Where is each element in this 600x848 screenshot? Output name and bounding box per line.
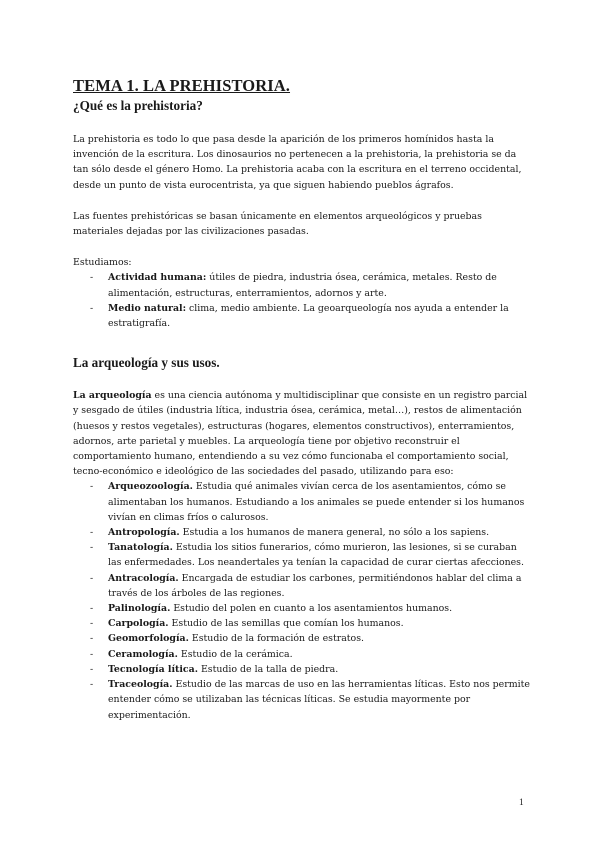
list-item-text: Estudio de la talla de piedra. (197, 663, 339, 675)
bullet-dash: - (90, 302, 94, 314)
paragraph-sources: Las fuentes prehistóricas se basan únicamente en elementos arqueológicos y pruebas materiales dejadas por las civilizaciones pasadas. (73, 210, 482, 238)
list-item (73, 479, 531, 525)
paragraph-text: es una ciencia autónoma y multidisciplinar que consiste en un registro parcial y sesgado de útiles (industria lítica, industria ósea, cerámica, metal…), restos de alimentación (huesos y restos vegetales), estructuras (hogares, elementos constructivos), enterramientos, adornos, arte parietal y muebles. La arqueología tiene por objetivo reconstruir el comportamiento humano, entendiendo a su vez cómo funcionaba el comportamiento social, tecno-económico e ideológico de las sociedades del pasado, utilizando para eso: (73, 390, 528, 478)
list-item-text: Estudio de la cerámica. (177, 648, 293, 660)
bullet-dash: - (90, 527, 94, 539)
list-item-text: Encargada de estudiar los carbones, permitiéndonos hablar del clima a través de los árboles de las regiones. (108, 572, 522, 599)
list-item (73, 647, 531, 662)
list-item-text: Estudio de las semillas que comían los humanos. (168, 618, 404, 630)
list-item-text: Estudia qué animales vivían cerca de los asentamientos, cómo se alimentaban los humanos. Estudiando a los animales se puede entender si los humanos vivían en climas fríos o calurosos. (108, 481, 525, 523)
list-item (73, 540, 531, 570)
list-item-text: Estudia a los humanos de manera general, no sólo a los sapiens. (179, 527, 490, 539)
bullet-dash: - (90, 633, 94, 645)
list-item-term: Carpología. (108, 618, 169, 630)
list-item-term: Actividad humana: (108, 272, 207, 284)
list-item-text: Estudia los sitios funerarios, cómo murieron, las lesiones, si se curaban las enfermedades. Los neandertales ya tenían la capacidad de curar ciertas afecciones. (108, 542, 524, 569)
list-item-text: Estudio del polen en cuanto a los asentamientos humanos. (170, 603, 453, 615)
list-item (73, 571, 531, 601)
list-item-term: Ceramología. (108, 648, 178, 660)
bullet-dash: - (90, 618, 94, 630)
section-heading-prehistoria: ¿Qué es la prehistoria? (73, 98, 203, 113)
section-heading-arqueologia: La arqueología y sus usos. (73, 355, 220, 371)
bullet-dash: - (90, 648, 94, 660)
list-item-term: Arqueozoología. (108, 481, 193, 493)
list-item-term: Palinología. (108, 603, 171, 615)
bullet-dash: - (90, 572, 94, 584)
list-item-term: Tanatología. (108, 542, 173, 554)
list-item (73, 662, 531, 677)
list-item-term: Traceología. (108, 679, 173, 691)
bullet-dash: - (90, 481, 94, 493)
list-item (73, 270, 531, 300)
list-item (73, 301, 531, 331)
studies-label: Estudiamos: (73, 257, 132, 269)
list-item-term: Geomorfología. (108, 633, 189, 645)
disciplines-list (73, 479, 531, 722)
document-page (73, 76, 531, 723)
list-item-term: Antracología. (108, 572, 179, 584)
list-item-text: útiles de piedra, industria ósea, cerámica, metales. Resto de alimentación, estructuras, enterramientos, adornos y arte. (108, 272, 497, 299)
list-item (73, 631, 531, 646)
bullet-dash: - (90, 603, 94, 615)
studies-list (73, 270, 531, 331)
list-item-text: Estudio de las marcas de uso en las herramientas líticas. Esto nos permite entender cómo se utilizaban las técnicas líticas. Se estudia mayormente por experimentación. (108, 679, 530, 721)
list-item-term: Antropología. (108, 527, 180, 539)
list-item (73, 616, 531, 631)
paragraph-definition: La prehistoria es todo lo que pasa desde la aparición de los primeros homínidos hasta la invención de la escritura. Los dinosaurios no pertenecen a la prehistoria, la prehistoria se da tan sólo desde el género Homo. La prehistoria acaba con la escritura en el terreno occidental, desde un punto de vista eurocentrista, ya que siguen habiendo pueblos ágrafos. (73, 134, 522, 191)
bullet-dash: - (90, 663, 94, 675)
paragraph-arqueologia (73, 388, 531, 479)
bullet-dash: - (90, 679, 94, 691)
list-item-term: Medio natural: (108, 302, 187, 314)
list-item (73, 677, 531, 723)
page-title: TEMA 1. LA PREHISTORIA. (73, 76, 291, 95)
paragraph-term: La arqueología (73, 390, 152, 402)
list-item-text: clima, medio ambiente. La geoarqueología nos ayuda a entender la estratigrafía. (108, 302, 509, 330)
list-item (73, 525, 531, 540)
list-item-text: Estudio de la formación de estratos. (188, 633, 364, 645)
page-number: 1 (519, 798, 524, 808)
bullet-dash: - (90, 542, 94, 554)
bullet-dash: - (90, 272, 94, 284)
list-item (73, 601, 531, 616)
list-item-term: Tecnología lítica. (108, 663, 198, 675)
